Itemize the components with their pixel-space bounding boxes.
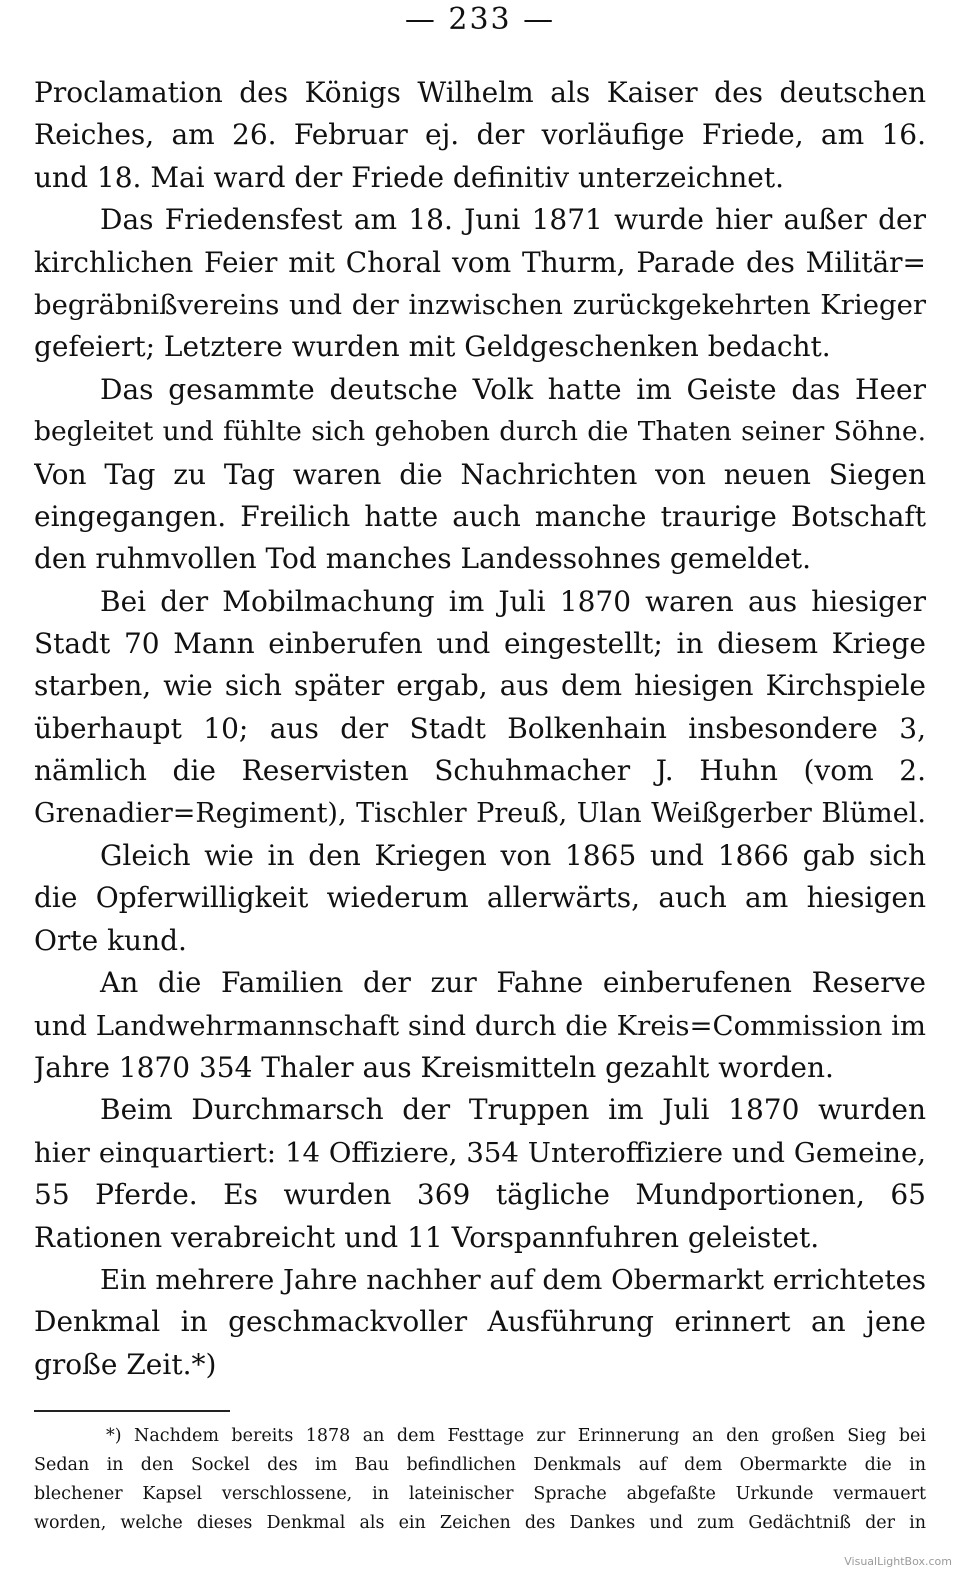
footnote-line: Sedan in den Sockel des im Bau befindlichen Denkmals auf dem Obermarkte die in xyxy=(34,1455,926,1475)
text-line: kirchlichen Feier mit Choral vom Thurm, Parade des Militär= xyxy=(34,245,926,279)
text-line: Das Friedensfest am 18. Juni 1871 wurde hier außer der xyxy=(100,203,926,237)
text-line: Jahre 1870 354 Thaler aus Kreismitteln gezahlt worden. xyxy=(34,1050,834,1084)
text-line: Denkmal in geschmackvoller Ausführung erinnert an jene xyxy=(34,1305,926,1339)
text-line: die Opferwilligkeit wiederum allerwärts, auch am hiesigen xyxy=(34,881,926,915)
text-line: Orte kund. xyxy=(34,923,187,957)
text-line: Stadt 70 Mann einberufen und eingestellt; in diesem Kriege xyxy=(34,627,926,661)
text-line: Beim Durchmarsch der Truppen im Juli 1870 wurden xyxy=(100,1093,926,1127)
text-line: gefeiert; Letztere wurden mit Geldgeschenken bedacht. xyxy=(34,330,831,364)
text-line: Bei der Mobilmachung im Juli 1870 waren aus hiesiger xyxy=(100,584,926,618)
text-line: Ein mehrere Jahre nachher auf dem Obermarkt errichtetes xyxy=(100,1263,926,1296)
text-line: nämlich die Reservisten Schuhmacher J. Huhn (vom 2. xyxy=(34,754,926,788)
text-line: Von Tag zu Tag waren die Nachrichten von neuen Siegen xyxy=(34,457,926,491)
page-number: — 233 — xyxy=(404,2,556,37)
text-line: begleitet und fühlte sich gehoben durch die Thaten seiner Söhne. xyxy=(34,416,926,448)
text-line: Gleich wie in den Kriegen von 1865 und 1866 gab sich xyxy=(100,839,926,873)
text-line: 55 Pferde. Es wurden 369 tägliche Mundportionen, 65 xyxy=(34,1178,926,1212)
footnote-divider xyxy=(34,1410,230,1412)
text-line: große Zeit.*) xyxy=(34,1347,217,1381)
text-line: An die Familien der zur Fahne einberufenen Reserve xyxy=(100,966,926,1000)
footnote-line: *) Nachdem bereits 1878 an dem Festtage zur Erinnerung an den großen Sieg bei xyxy=(106,1426,926,1446)
text-line: Das gesammte deutsche Volk hatte im Geiste das Heer xyxy=(100,372,926,406)
text-line: Grenadier=Regiment), Tischler Preuß, Ulan Weißgerber Blümel. xyxy=(34,797,926,829)
body-text xyxy=(34,72,926,1386)
footnote xyxy=(34,1422,926,1538)
text-line: eingegangen. Freilich hatte auch manche traurige Botschaft xyxy=(34,499,926,533)
text-line: starben, wie sich später ergab, aus dem hiesigen Kirchspiele xyxy=(34,669,926,703)
text-line: begräbnißvereins und der inzwischen zurückgekehrten Krieger xyxy=(34,288,926,321)
text-line: Rationen verabreicht und 11 Vorspannfuhren geleistet. xyxy=(34,1220,820,1254)
text-line: Reiches, am 26. Februar ej. der vorläufige Friede, am 16. xyxy=(34,118,926,152)
text-line: hier einquartiert: 14 Offiziere, 354 Unteroffiziere und Gemeine, xyxy=(34,1136,926,1169)
text-line: überhaupt 10; aus der Stadt Bolkenhain insbesondere 3, xyxy=(34,711,926,745)
footnote-line: blechener Kapsel verschlossene, in lateinischer Sprache abgefaßte Urkunde vermauert xyxy=(34,1484,926,1504)
footnote-line: worden, welche dieses Denkmal als ein Zeichen des Dankes und zum Gedächtniß der in xyxy=(34,1513,926,1533)
text-line: Proclamation des Königs Wilhelm als Kaiser des deutschen xyxy=(34,76,926,109)
watermark: VisualLightBox.com xyxy=(844,1555,952,1568)
text-line: den ruhmvollen Tod manches Landessohnes gemeldet. xyxy=(34,542,812,576)
text-line: und Landwehrmannschaft sind durch die Kreis=Commission im xyxy=(34,1009,926,1042)
text-line: und 18. Mai ward der Friede definitiv unterzeichnet. xyxy=(34,160,785,194)
